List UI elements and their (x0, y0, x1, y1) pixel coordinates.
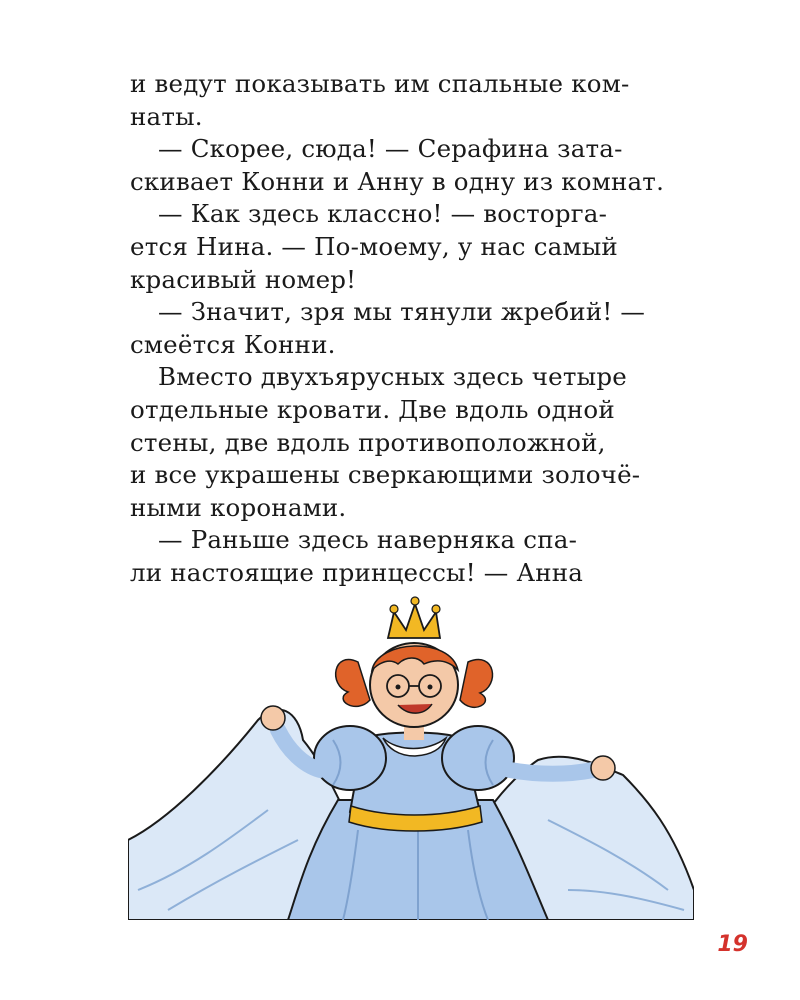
text-line: красивый номер! (130, 264, 357, 294)
text-line: стены, две вдоль противоположной, (130, 427, 606, 457)
text-line: Вместо двухъярусных здесь четыре (158, 362, 627, 392)
girl-in-blue-princess-dress-with-crown-icon (128, 590, 694, 920)
text-line: — Значит, зря мы тянули жребий! — (158, 297, 646, 327)
page-number: 19 (717, 932, 748, 957)
text-line: — Как здесь классно! — восторга- (158, 199, 608, 229)
text-line: наты. (130, 101, 203, 131)
text-line: скивает Конни и Анну в одну из комнат. (130, 166, 665, 196)
text-line: смеётся Конни. (130, 329, 336, 359)
text-line: ли настоящие принцессы! — Анна (130, 557, 584, 587)
text-line: и все украшены сверкающими золочё- (130, 460, 641, 490)
text-line: отдельные кровати. Две вдоль одной (130, 394, 615, 424)
text-line: — Раньше здесь наверняка спа- (158, 525, 578, 555)
text-line: — Скорее, сюда! — Серафина зата- (158, 134, 623, 164)
body-text (130, 68, 690, 590)
text-line: ется Нина. — По-моему, у нас самый (130, 231, 618, 261)
text-line: ными коронами. (130, 492, 347, 522)
text-line: и ведут показывать им спальные ком- (130, 69, 630, 98)
